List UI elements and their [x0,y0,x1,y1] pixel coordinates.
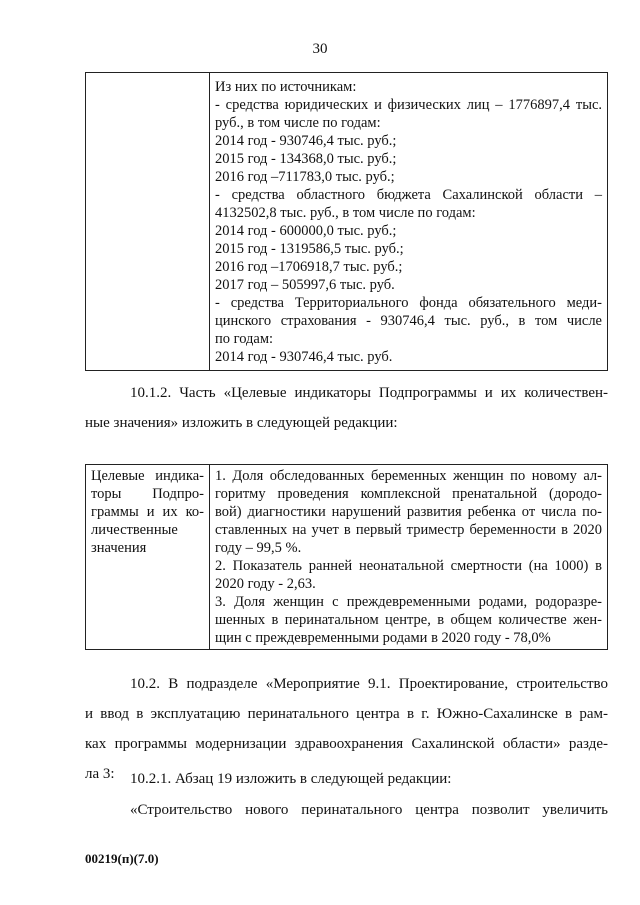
table-row [86,73,608,371]
text-line: 1. Доля обследованных беременных женщин по новому ал- [215,468,602,484]
text-line: ставленных на учет в первый триместр беременности в 2020 [215,522,602,538]
paragraph-quote [85,795,608,825]
text-line: 2017 год – 505997,6 тыс. руб. [215,277,395,293]
text-line: торы Подпро- [91,486,204,502]
text-line: и ввод в эксплуатацию перинатального центра в г. Южно-Сахалинске в рам- [85,706,608,722]
text-line: щин с преждевременными родами в 2020 году - 78,0% [215,630,551,646]
text-line: 2016 год –1706918,7 тыс. руб.; [215,259,403,275]
text-line: - средства областного бюджета Сахалинской области – [215,187,602,203]
text-line: 2. Показатель ранней неонатальной смертности (на 1000) в [215,558,602,574]
text-line: по годам: [215,331,274,347]
text-line: 2020 году - 2,63. [215,576,316,592]
text-line: ла 3: [85,766,115,782]
text-line: году – 99,5 %. [215,540,302,556]
paragraph-10-1-2 [85,378,608,438]
target-indicators-table [85,464,608,650]
text-line: личественные [91,522,178,538]
table-right-cell [210,73,608,371]
text-line: 2015 год - 134368,0 тыс. руб.; [215,151,397,167]
paragraph-10-2-1 [85,764,608,794]
text-line: ках программы модернизации здравоохранения Сахалинской области» разде- [85,736,608,752]
text-line: шенных в перинатальном центре, в общем количестве жен- [215,612,602,628]
table-left-cell [86,73,210,371]
text-line: горитму проведения комплексной пренатальной (дородо- [215,486,602,502]
text-line: - средства Территориального фонда обязательного меди- [215,295,602,311]
text-line: 2015 год - 1319586,5 тыс. руб.; [215,241,404,257]
text-line: 3. Доля женщин с преждевременными родами, родоразре- [215,594,602,610]
page-number: 30 [312,41,328,57]
text-line: 10.2. В подразделе «Мероприятие 9.1. Проектирование, строительство [130,676,608,692]
text-line: Целевые индика- [91,468,204,484]
text-line: - средства юридических и физических лиц – 1776897,4 тыс. [215,97,602,113]
text-line: руб., в том числе по годам: [215,115,381,131]
text-line: граммы и их ко- [91,504,204,520]
text-line: Из них по источникам: [215,79,357,95]
text-line: значения [91,540,147,556]
funding-sources-table [85,72,608,371]
table-right-cell [210,465,608,650]
text-line: 2016 год –711783,0 тыс. руб.; [215,169,395,185]
text-line: 10.2.1. Абзац 19 изложить в следующей редакции: [130,771,452,787]
text-line: цинского страхования - 930746,4 тыс. руб., в том числе [215,313,602,329]
text-line: 10.1.2. Часть «Целевые индикаторы Подпрограммы и их количествен- [130,385,608,401]
text-line: ные значения» изложить в следующей редакции: [85,415,398,431]
text-line: 2014 год - 930746,4 тыс. руб. [215,349,393,365]
table-left-cell [86,465,210,650]
text-line: 2014 год - 600000,0 тыс. руб.; [215,223,397,239]
text-line: вой) диагностики нарушений развития ребенка от числа по- [215,504,602,520]
text-line: «Строительство нового перинатального центра позволит увеличить [130,802,608,818]
text-line: 2014 год - 930746,4 тыс. руб.; [215,133,397,149]
document-code: 00219(п)(7.0) [85,851,159,866]
table-row [86,465,608,650]
text-line: 4132502,8 тыс. руб., в том числе по годам: [215,205,476,221]
